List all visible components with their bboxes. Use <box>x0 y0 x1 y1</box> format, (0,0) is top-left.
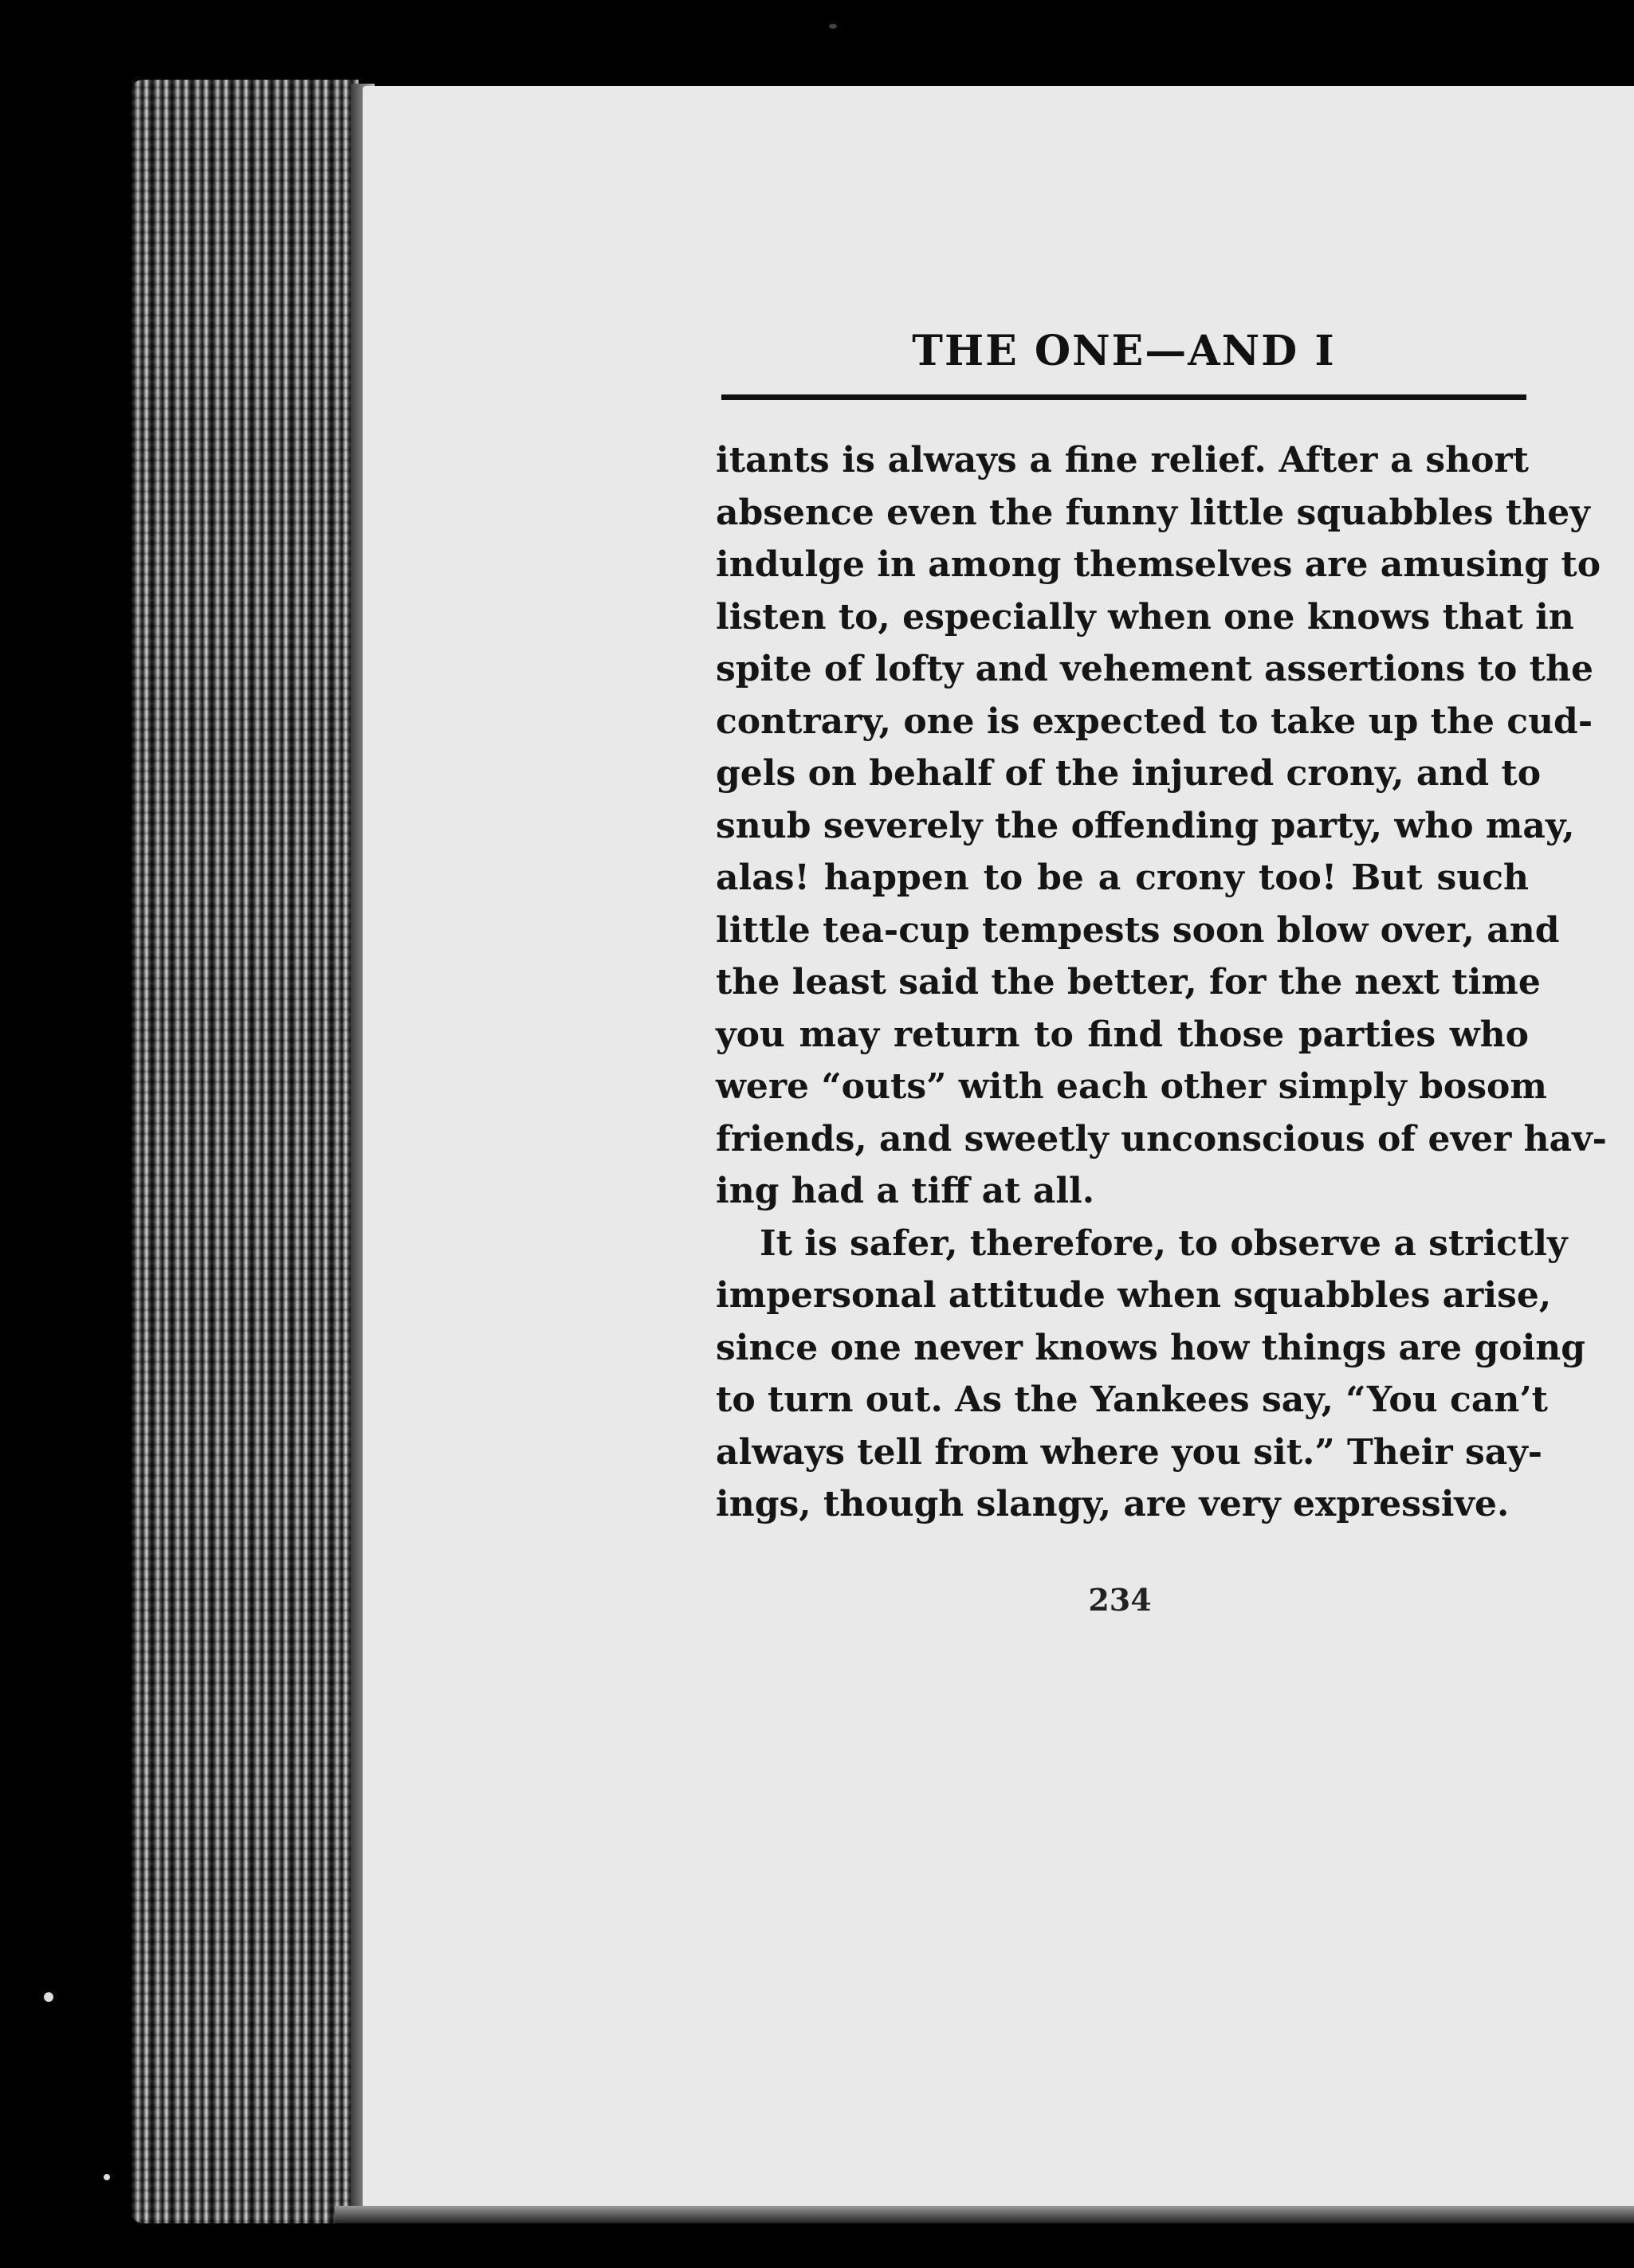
text-line: indulge in among themselves are amusing to <box>716 544 1601 585</box>
page-bottom-edge <box>335 2206 1634 2223</box>
page-edges <box>132 80 359 2223</box>
dust-speck <box>104 2174 110 2180</box>
dust-speck <box>829 24 837 29</box>
header-rule <box>721 394 1526 400</box>
text-line: ings, though slangy, are very expressive. <box>716 1484 1510 1524</box>
text-line: absence even the funny little squabbles they <box>716 492 1590 533</box>
text-line: spite of lofty and vehement assertions to the <box>716 649 1593 689</box>
text-line: the least said the better, for the next time <box>716 962 1541 1003</box>
text-line: gels on behalf of the injured crony, and to <box>716 753 1542 794</box>
text-line: listen to, especially when one knows that in <box>716 596 1574 638</box>
dust-speck <box>44 1992 53 2002</box>
text-line: were “outs” with each other simply bosom <box>716 1066 1547 1107</box>
text-line: always tell from where you sit.” Their say- <box>716 1431 1543 1473</box>
text-line: alas! happen to be a crony too! But such <box>716 857 1529 898</box>
running-head: THE ONE—AND I <box>912 327 1336 375</box>
text-line: to turn out. As the Yankees say, “You can’t <box>716 1379 1548 1420</box>
text-line: friends, and sweetly unconscious of ever hav- <box>716 1118 1607 1160</box>
text-line: ing had a tiff at all. <box>716 1171 1095 1211</box>
text-line: little tea-cup tempests soon blow over, and <box>716 909 1560 951</box>
text-line: snub severely the offending party, who may, <box>716 805 1575 846</box>
text-line: since one never knows how things are going <box>716 1327 1586 1368</box>
text-line: contrary, one is expected to take up the cud- <box>716 700 1593 742</box>
body-text <box>716 434 1607 1531</box>
text-line: impersonal attitude when squabbles arise, <box>716 1275 1552 1316</box>
page-number: 234 <box>1088 1582 1152 1618</box>
text-line: itants is always a fine relief. After a short <box>716 440 1529 481</box>
text-line: you may return to find those parties who <box>716 1014 1529 1055</box>
text-line: It is safer, therefore, to observe a strictly <box>760 1222 1568 1264</box>
